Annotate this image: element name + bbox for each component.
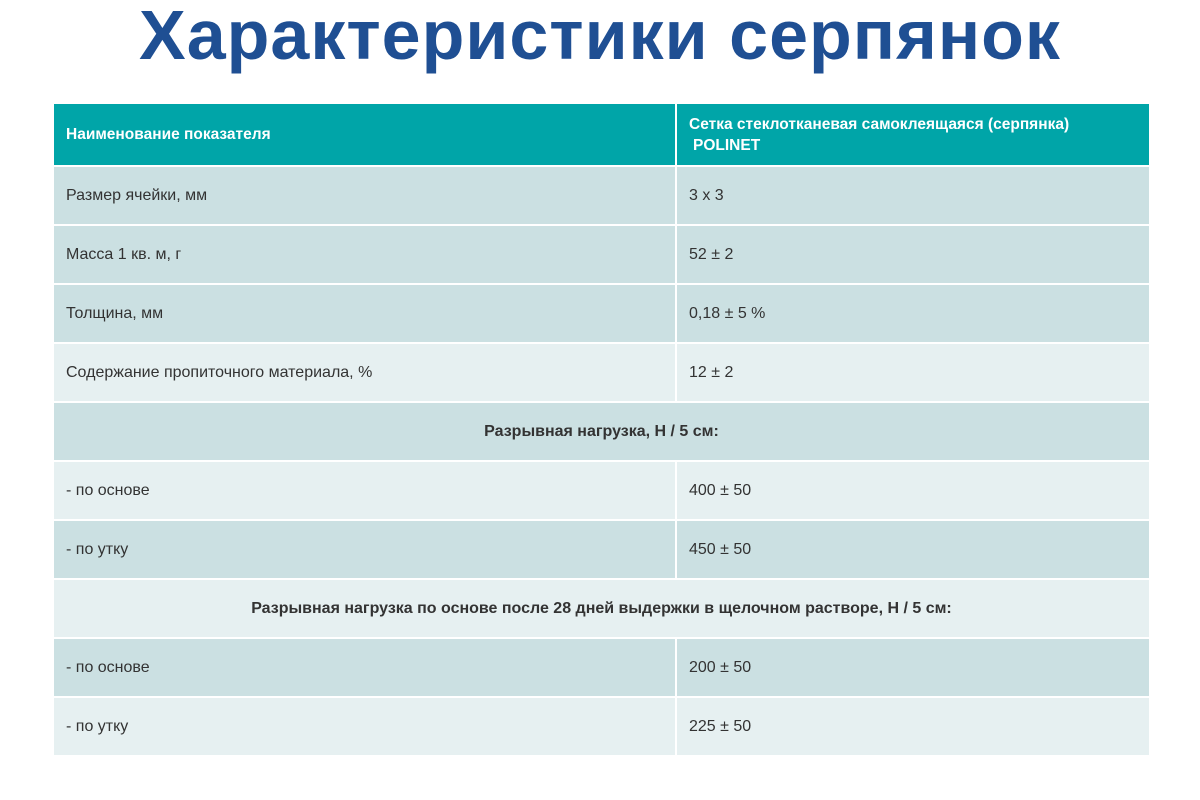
table-row	[53, 461, 1150, 520]
section-title: Разрывная нагрузка, Н / 5 см:	[53, 402, 1150, 461]
row-value: 225 ± 50	[676, 697, 1150, 756]
row-value: 0,18 ± 5 %	[676, 284, 1150, 343]
header-product-name	[676, 103, 1150, 166]
table-row	[53, 284, 1150, 343]
row-label: - по утку	[53, 697, 676, 756]
header-product-line1: Сетка стеклотканевая самоклеящаяся (серпянка)	[689, 115, 1070, 133]
row-label: Толщина, мм	[53, 284, 676, 343]
table-row	[53, 638, 1150, 697]
table-row	[53, 520, 1150, 579]
table-row	[53, 166, 1150, 225]
row-label: - по основе	[53, 461, 676, 520]
page-title: Характеристики серпянок	[139, 0, 1061, 74]
row-label: Масса 1 кв. м, г	[53, 225, 676, 284]
row-label: - по утку	[53, 520, 676, 579]
row-value: 52 ± 2	[676, 225, 1150, 284]
section-header-row	[53, 402, 1150, 461]
row-value: 3 х 3	[676, 166, 1150, 225]
table-row	[53, 343, 1150, 402]
section-header-row	[53, 579, 1150, 638]
table-row	[53, 225, 1150, 284]
row-label: Размер ячейки, мм	[53, 166, 676, 225]
row-label: Содержание пропиточного материала, %	[53, 343, 676, 402]
row-value: 450 ± 50	[676, 520, 1150, 579]
table-row	[53, 697, 1150, 756]
row-value: 400 ± 50	[676, 461, 1150, 520]
spec-table	[52, 102, 1151, 757]
row-label: - по основе	[53, 638, 676, 697]
header-indicator-name: Наименование показателя	[53, 103, 676, 166]
section-title: Разрывная нагрузка по основе после 28 дней выдержки в щелочном растворе, Н / 5 см:	[53, 579, 1150, 638]
row-value: 200 ± 50	[676, 638, 1150, 697]
header-product-brand: POLINET	[693, 136, 761, 154]
row-value: 12 ± 2	[676, 343, 1150, 402]
table-header-row	[53, 103, 1150, 166]
